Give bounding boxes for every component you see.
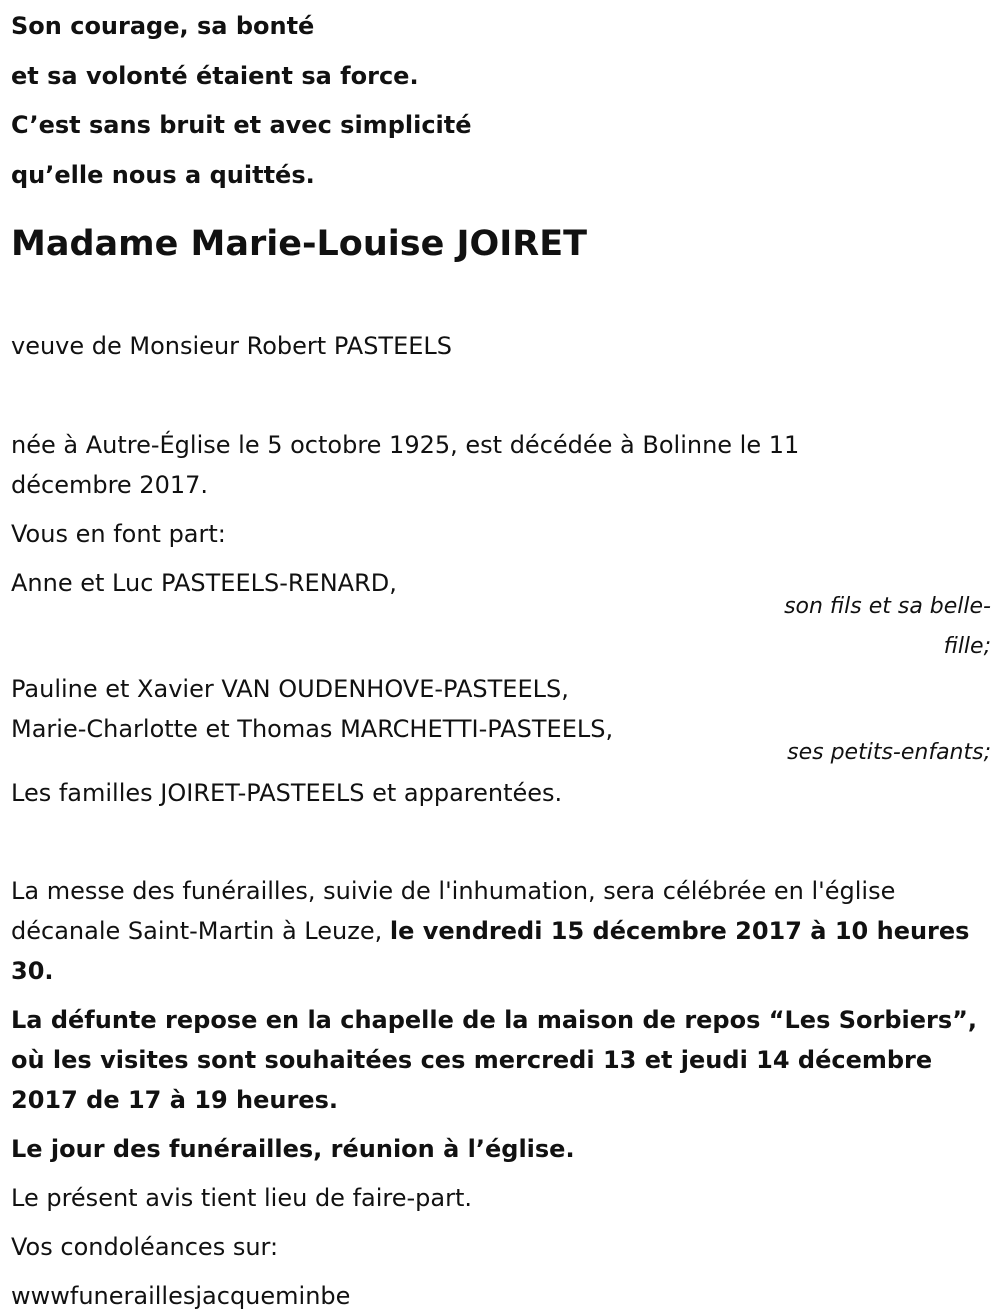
poem-line: qu’elle nous a quittés. <box>11 160 315 189</box>
son-relation: son fils et sa belle-fille; <box>784 594 991 659</box>
birth-death-line: née à Autre-Église le 5 octobre 1925, est décédée à Bolinne le 11 décembre 2017. <box>11 431 800 499</box>
poem <box>11 2 991 200</box>
family-block <box>11 563 991 813</box>
mass-date: le vendredi 15 décembre 2017 à 10 heures 30. <box>11 917 970 985</box>
notice-line: Le présent avis tient lieu de faire-part. <box>11 1184 473 1212</box>
grandchild-couple-1: Pauline et Xavier VAN OUDENHOVE-PASTEELS, <box>11 675 569 703</box>
poem-line: C’est sans bruit et avec simplicité <box>11 111 472 139</box>
meeting-info: Le jour des funérailles, réunion à l’église. <box>11 1135 575 1163</box>
funeral-mass <box>11 871 986 991</box>
poem-line: et sa volonté étaient sa force. <box>11 61 419 90</box>
repose-info: La défunte repose en la chapelle de la maison de repos “Les Sorbiers”, où les visites sont souhaitées ces mercredi 13 et jeudi 14 décembre 2017 de 17 à 19 heures. <box>11 1006 978 1114</box>
widow-of-line: veuve de Monsieur Robert PASTEELS <box>11 332 453 360</box>
announce-line: Vous en font part: <box>11 520 226 548</box>
mass-intro: La messe des funérailles, suivie de l'inhumation, sera célébrée en l'église décanale Saint-Martin à Leuze, <box>11 877 896 945</box>
condolences-label: Vos condoléances sur: <box>11 1233 279 1261</box>
obituary-content <box>11 0 991 1316</box>
grandchildren-relation: ses petits-enfants; <box>787 740 991 765</box>
son-couple: Anne et Luc PASTEELS-RENARD, <box>11 569 397 597</box>
poem-line: Son courage, sa bonté <box>11 12 315 40</box>
deceased-name: Madame Marie-Louise JOIRET <box>11 224 588 264</box>
families-line: Les familles JOIRET-PASTEELS et apparentées. <box>11 779 563 807</box>
grandchild-couple-2: Marie-Charlotte et Thomas MARCHETTI-PASTEELS, <box>11 715 614 743</box>
website-link[interactable]: wwwfuneraillesjacqueminbe <box>11 1282 351 1310</box>
